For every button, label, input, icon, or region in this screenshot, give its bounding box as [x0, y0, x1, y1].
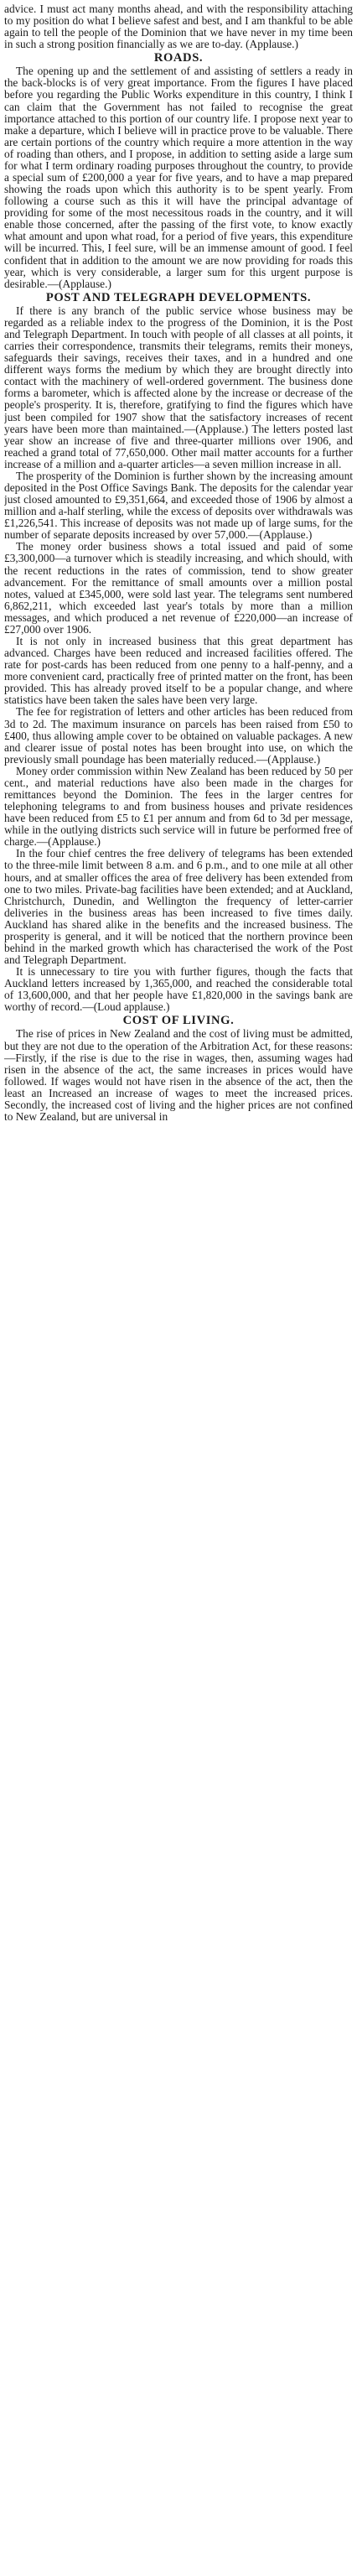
article-paragraph: The rise of prices in New Zealand and the cost of living must be admitted, but they are not due to the operation of the Arbitration Act, for these reasons:—Firstly, if the rise is due to the rise in wages, then, assuming wages had risen in the absence of the act, the same increases in prices would have followed. If wages would not have risen in the absence of the act, then the least an Increased an increase of wages to meet the increased prices. Secondly, the increased cost of living and the higher prices are not confined to New Zealand, but are universal in — [4, 1027, 353, 1124]
article-paragraph: Money order commission within New Zealand has been reduced by 50 per cent., and material reductions have also been made in the charges for remittances beyond the Dominion. The fees in the larger centres for telephoning telegrams to and from business houses and private residences have been reduced from £5 to £1 per annum and from 6d to 3d per message, while in the outlying districts such service will in future be performed free of charge.—(Applause.) — [4, 764, 353, 849]
article-paragraph: The fee for registration of letters and other articles has been reduced from 3d to 2d. The maximum insurance on parcels has been raised from £50 to £400, thus allowing ample cover to be obtained on valuable packages. A new and clearer issue of postal notes has been brought into use, on which the previously small poundage has been materially reduced.—(Applause.) — [4, 705, 353, 766]
article-paragraph: If there is any branch of the public service whose business may be regarded as a reliable index to the progress of the Dominion, it is the Post and Telegraph Department. In touch with people of all classes at all points, it carries their correspondence, transmits their telegrams, remits their moneys, safeguards their savings, receives their taxes, and in a hundred and one different ways forms the medium by which they are brought directly into contact with the machinery of well-ordered government. The business done forms a barometer, which is affected alone by the increase or decrease of the people's prosperity. It is, therefore, gratifying to find the figures which have just been compiled for 1907 show that the satisfactory increases of recent years have been more than maintained.—(Applause.) The letters posted last year show an increase of five and three-quarter millions over 1906, and reached a grand total of 77,650,000. Other mail matter accounts for a further increase of a million and a-quarter articles—a seven million increase in all. — [4, 304, 353, 470]
article-paragraph: The money order business shows a total issued and paid of some £3,300,000—a turnover which is steadily increasing, and which should, with the recent reductions in the rates of commission, tend to show greater advancement. For the remittance of small amounts over a million postal notes, valued at £345,000, were sold last year. The telegrams sent numbered 6,862,211, which exceeded last year's totals by more than a million messages, and which produced a net revenue of £220,000—an increase of £27,000 over 1906. — [4, 540, 353, 636]
article-paragraph: The prosperity of the Dominion is further shown by the increasing amount deposited in the Post Office Savings Bank. The deposits for the calendar year just closed amounted to £9,351,664, and exceeded those of 1906 by almost a million and a-half sterling, while the excess of deposits over withdrawals was £1,226,541. This increase of deposits was not made up of large sums, for the number of separate deposits increased by over 57,000.—(Applause.) — [4, 469, 353, 542]
section-heading: POST AND TELEGRAPH DEVELOPMENTS. — [45, 290, 312, 304]
article-paragraph: advice. I must act many months ahead, and with the responsibility attaching to my position do what I believe safest and best, and I am thankful to be able again to tell the people of the Dominion that we have never in my time been in such a strong position financially as we are to-day. (Applause.) — [4, 3, 353, 51]
newspaper-column — [4, 3, 353, 2569]
section-heading: ROADS. — [153, 51, 204, 65]
section-heading: COST OF LIVING. — [122, 1014, 235, 1028]
article-paragraph: The opening up and the settlement of and assisting of settlers a ready in the back-blocks is of very great importance. From the figures I have placed before you regarding the Public Works expenditure in this country, I think I can claim that the Government has not failed to recognise the great importance attached to this portion of our country life. I propose next year to make a departure, which I believe will in practice prove to be valuable. There are certain portions of the country which require a more attention in the way of roading than others, and I propose, in addition to setting aside a large sum for what I term ordinary roading purposes throughout the country, to provide a special sum of £200,000 a year for five years, and to have a map prepared showing the roads upon which this authority is to be spent yearly. From following a course such as this it will have the principal advantage of providing for some of the most necessitous roads in the country, and it will enable those concerned, after the passing of the first vote, to know exactly what amount and upon what road, for a period of five years, this expenditure will be incurred. This, I feel sure, will be an immense amount of good. I feel confident that in addition to the amount we are now providing for roads this year, which is very considerable, a larger sum for this urgent purpose is desirable.—(Applause.) — [4, 65, 353, 290]
article-paragraph: It is not only in increased business that this great department has advanced. Charges have been reduced and increased facilities offered. The rate for post-cards has been reduced from one penny to a half-penny, and a more convenient card, practically free of printed matter on the front, has been provided. This has already proved itself to be a popular change, and where statistics have been taken the sales have been very large. — [4, 634, 353, 707]
article-paragraph: It is unnecessary to tire you with further figures, though the facts that Auckland letters increased by 1,365,000, and reached the considerable total of 13,600,000, and that her people have £1,820,000 in the savings bank are worthy of record.—(Loud applause.) — [4, 965, 353, 1014]
article-paragraph: In the four chief centres the free delivery of telegrams has been extended to the three-mile limit between 8 a.m. and 6 p.m., and to one mile at all other hours, and at smaller offices the area of free delivery has been extended from one to two miles. Private-bag facilities have been extended; and at Auckland, Christchurch, Dunedin, and Wellington the frequency of letter-carrier deliveries in the business areas has been increased to five times daily. Auckland has shared alike in the benefits and the increased business. The prosperity is general, and it will be noticed that the northern province been behind in the marked growth which has characterised the work of the Post and Telegraph Department. — [4, 847, 353, 967]
